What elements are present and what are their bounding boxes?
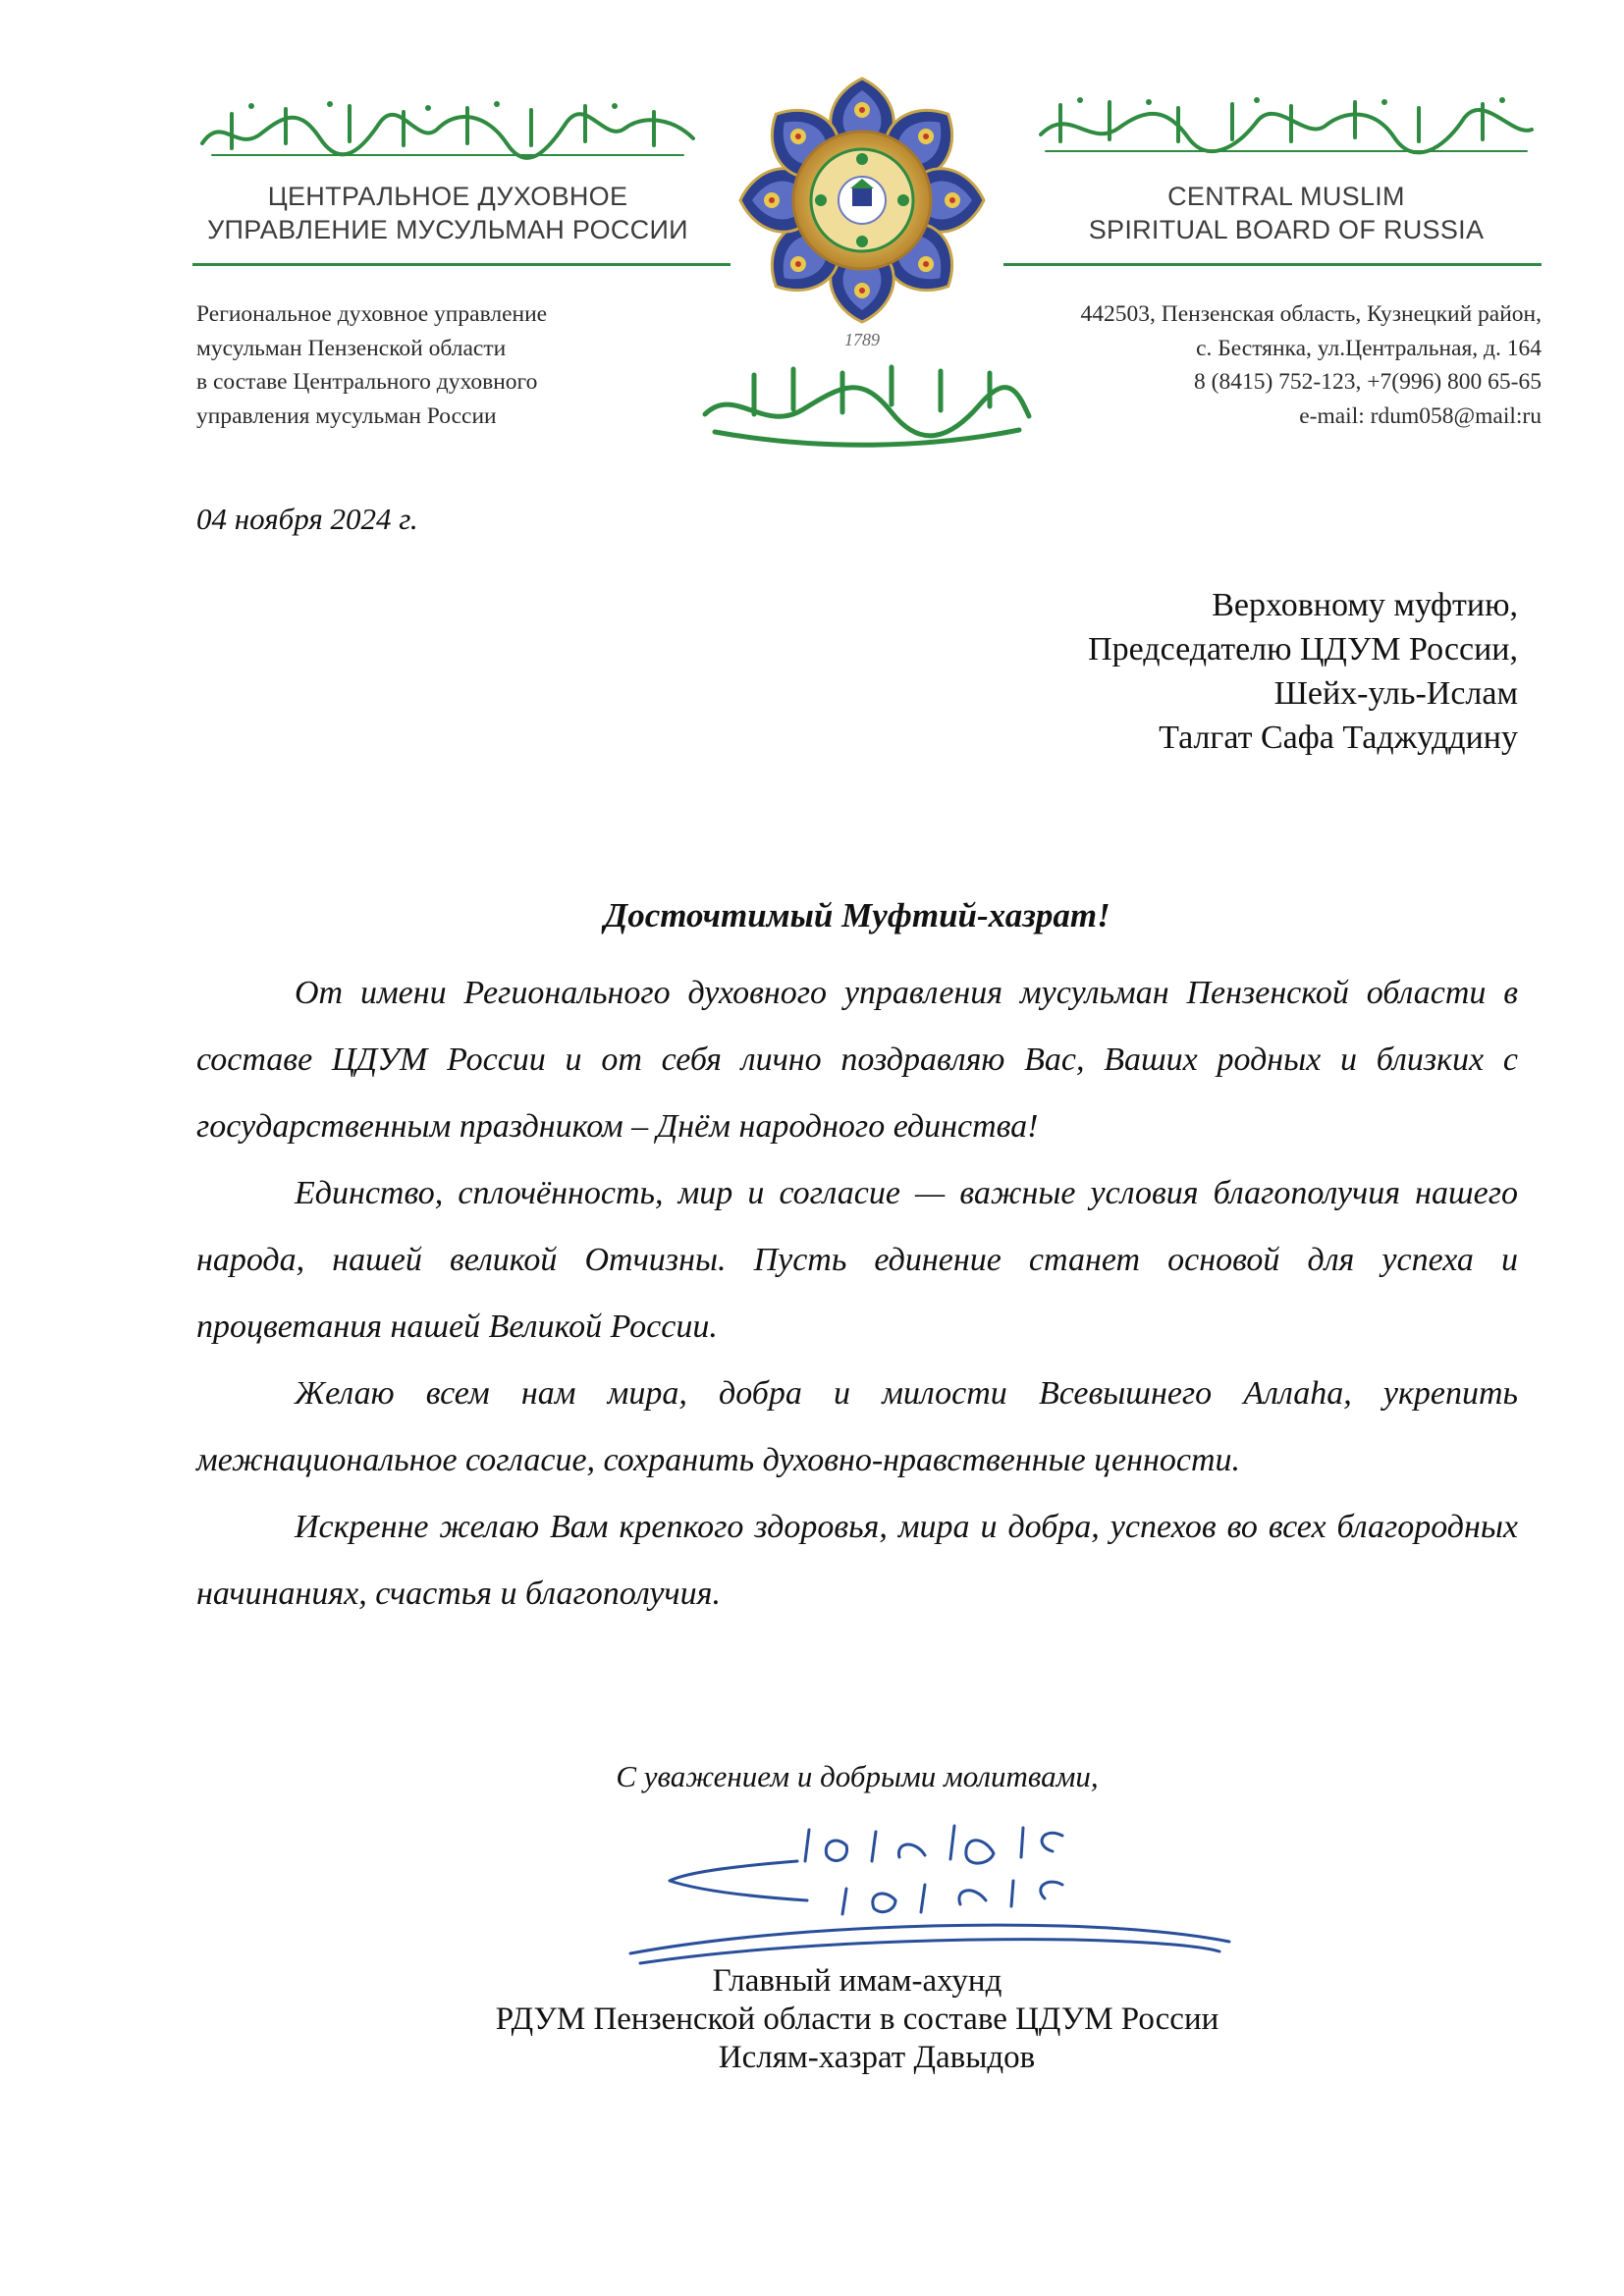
salutation: Досточтимый Муфтий-хазрат! xyxy=(604,896,1110,934)
org-name-en-line: CENTRAL MUSLIM xyxy=(1167,182,1405,211)
recipient-block xyxy=(831,583,1518,760)
body-paragraph: Единство, сплочённость, мир и согласие — важные условия благополучия нашего народа, нашей великой Отчизны. Пусть единение станет основой для успеха и процветания нашей Великой России. xyxy=(196,1175,1518,1345)
arabic-calligraphy-right-logo xyxy=(1031,90,1542,159)
recipient-line: Верховному муфтию, xyxy=(1212,587,1518,623)
recipient-line: Председателю ЦДУМ России, xyxy=(1088,631,1518,667)
regional-board-name xyxy=(196,297,648,433)
regional-board-line: мусульман Пензенской области xyxy=(196,335,507,361)
signatory-organization: РДУМ Пензенской области в составе ЦДУМ России xyxy=(495,2002,1219,2037)
header-divider-right xyxy=(1003,263,1542,266)
regional-board-line: управления мусульман России xyxy=(196,402,497,429)
signatory-name: Ислям-хазрат Давыдов xyxy=(718,2040,1036,2075)
regional-board-line: в составе Центрального духовного xyxy=(196,369,538,395)
body-paragraph: Желаю всем нам мира, добра и милости Всевышнего Аллаһа, укрепить межнациональное согласие, сохранить духовно-нравственные ценности. xyxy=(196,1375,1518,1478)
regional-board-line: Региональное духовное управление xyxy=(196,301,548,327)
phone-line: 8 (8415) 752-123, +7(996) 800 65-65 xyxy=(1194,369,1542,395)
header-divider-left xyxy=(192,263,731,266)
body-paragraph: От имени Регионального духовного управления мусульман Пензенской области в составе ЦДУМ России и от себя лично поздравляю Вас, Ваших родных и близких с государственным праздником – Днём народного единства! xyxy=(196,975,1518,1145)
letter-body xyxy=(196,960,1518,1628)
body-paragraph: Искренне желаю Вам крепкого здоровья, мира и добра, успехов во всех благородных начинаниях, счастья и благополучия. xyxy=(196,1509,1518,1612)
recipient-name: Талгат Сафа Таджуддину xyxy=(1159,720,1518,756)
contact-address xyxy=(943,297,1542,433)
org-name-ru-line: УПРАВЛЕНИЕ МУСУЛЬМАН РОССИИ xyxy=(207,215,688,244)
address-line: с. Бестянка, ул.Центральная, д. 164 xyxy=(1196,335,1542,361)
arabic-calligraphy-left-logo xyxy=(192,94,703,163)
recipient-line: Шейх-уль-Ислам xyxy=(1273,675,1518,712)
emblem-rosette-icon xyxy=(736,75,988,326)
org-name-en-line: SPIRITUAL BOARD OF RUSSIA xyxy=(1088,215,1485,244)
org-name-ru-line: ЦЕНТРАЛЬНОЕ ДУХОВНОЕ xyxy=(267,182,628,211)
closing-phrase: С уважением и добрыми молитвами, xyxy=(616,1759,1099,1793)
signatory-title: Главный имам-ахунд xyxy=(712,1963,1002,1999)
org-name-en xyxy=(1021,180,1551,246)
signatory-block xyxy=(196,1962,1518,2077)
email-line: e-mail: rdum058@mail:ru xyxy=(1299,402,1542,429)
emblem-year: 1789 xyxy=(844,330,880,349)
address-line: 442503, Пензенская область, Кузнецкий район, xyxy=(1080,301,1542,327)
org-name-ru xyxy=(192,180,703,246)
letter-date: 04 ноября 2024 г. xyxy=(196,502,418,536)
